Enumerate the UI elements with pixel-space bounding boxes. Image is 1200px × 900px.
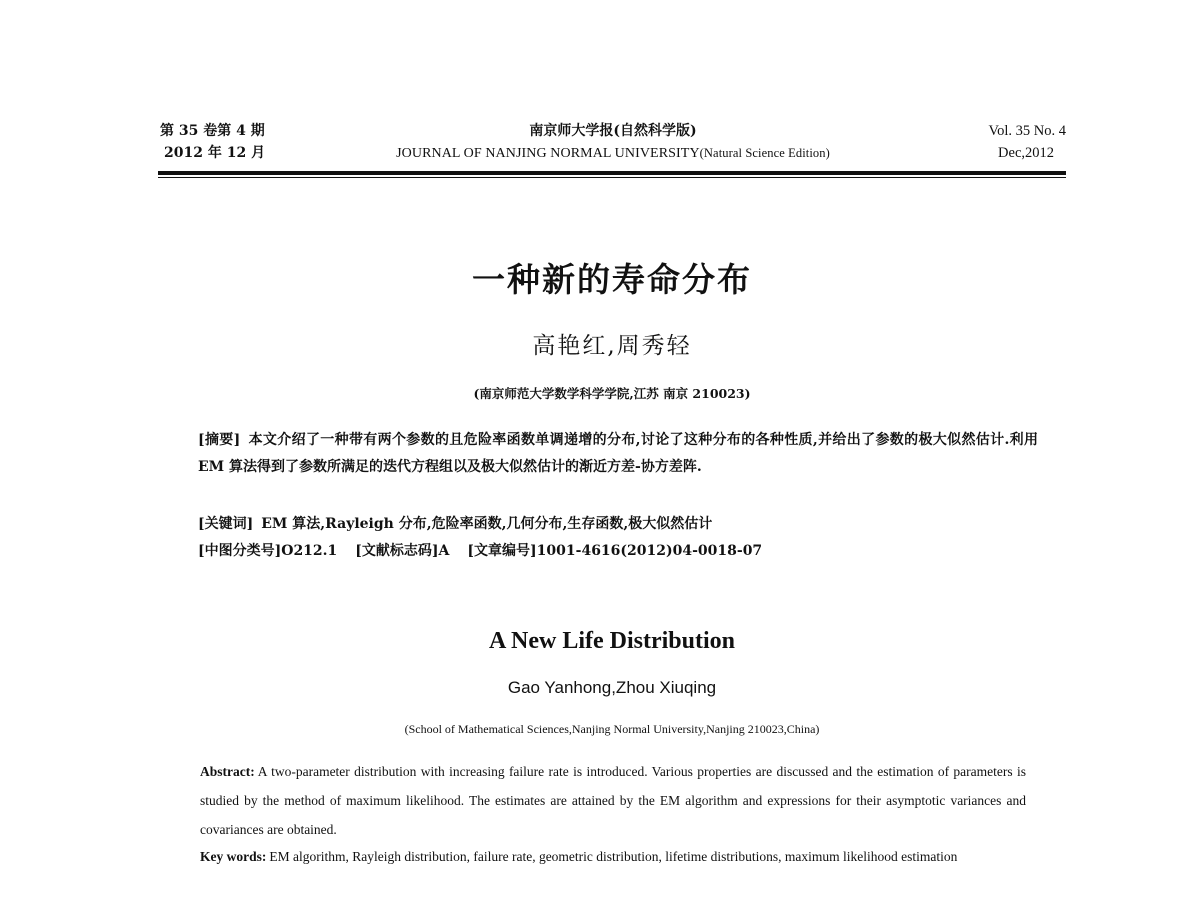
keywords-cn-label: [关键词] bbox=[198, 516, 254, 532]
keywords-en-label: Key words: bbox=[200, 849, 267, 864]
clc-value: O212.1 bbox=[281, 543, 338, 559]
volume-info-en bbox=[989, 120, 1066, 164]
keywords-en-text: EM algorithm, Rayleigh distribution, failure rate, geometric distribution, lifetime distributions, maximum likelihood estimation bbox=[269, 849, 958, 864]
clc-label: [中图分类号] bbox=[198, 543, 282, 559]
abstract-en-text: A two-parameter distribution with increasing failure rate is introduced. Various properties are discussed and the estimation of parameters is studied by the method of maximum likelihood. The estimates are attained by the EM algorithm and expressions for their asymptotic variances and covariances are obtained. bbox=[200, 764, 1026, 837]
title-en: A New Life Distribution bbox=[489, 628, 735, 654]
doc-code-label: [文献标志码] bbox=[355, 543, 439, 559]
date-cn: 2012 年 12 月 bbox=[164, 145, 266, 161]
header-rule-thin bbox=[158, 177, 1066, 178]
keywords-cn-text: EM 算法,Rayleigh 分布,危险率函数,几何分布,生存函数,极大似然估计 bbox=[261, 516, 713, 532]
date-en: Dec,2012 bbox=[998, 145, 1054, 161]
keywords-en bbox=[200, 842, 1026, 871]
abstract-cn bbox=[198, 427, 1038, 481]
keywords-cn bbox=[198, 513, 1038, 535]
journal-edition-en: (Natural Science Edition) bbox=[699, 146, 830, 160]
journal-name-en-main: JOURNAL OF NANJING NORMAL UNIVERSITY bbox=[396, 146, 700, 161]
abstract-cn-label: [摘要] bbox=[198, 432, 241, 448]
abstract-en-label: Abstract: bbox=[200, 764, 255, 779]
abstract-en bbox=[200, 757, 1026, 844]
issue-info bbox=[160, 120, 265, 164]
journal-name-cn: 南京师大学报(自然科学版) bbox=[529, 123, 697, 139]
affiliation-en: (School of Mathematical Sciences,Nanjing Normal University,Nanjing 210023,China) bbox=[404, 722, 820, 736]
classification-line bbox=[198, 540, 1038, 562]
title-cn: 一种新的寿命分布 bbox=[472, 260, 752, 299]
article-no-value: 1001-4616(2012)04-0018-07 bbox=[536, 543, 763, 559]
affiliation-cn: (南京师范大学数学科学学院,江苏 南京 210023) bbox=[473, 386, 751, 401]
header-rule-thick bbox=[158, 171, 1066, 175]
volume-issue-cn: 第 35 卷第 4 期 bbox=[160, 123, 265, 139]
authors-en: Gao Yanhong,Zhou Xiuqing bbox=[507, 678, 717, 697]
article-no-label: [文章编号] bbox=[467, 543, 537, 559]
doc-code-value: A bbox=[438, 543, 450, 559]
authors-cn: 高艳红,周秀轻 bbox=[532, 333, 692, 359]
abstract-cn-text: 本文介绍了一种带有两个参数的且危险率函数单调递增的分布,讨论了这种分布的各种性质,并给出了参数的极大似然估计.利用 EM 算法得到了参数所满足的迭代方程组以及极大似然估计的渐近方差-协方差阵. bbox=[198, 432, 1039, 475]
journal-name bbox=[346, 120, 880, 165]
running-header bbox=[160, 120, 1066, 164]
journal-name-en bbox=[346, 142, 880, 165]
volume-issue-en: Vol. 35 No. 4 bbox=[988, 123, 1066, 139]
